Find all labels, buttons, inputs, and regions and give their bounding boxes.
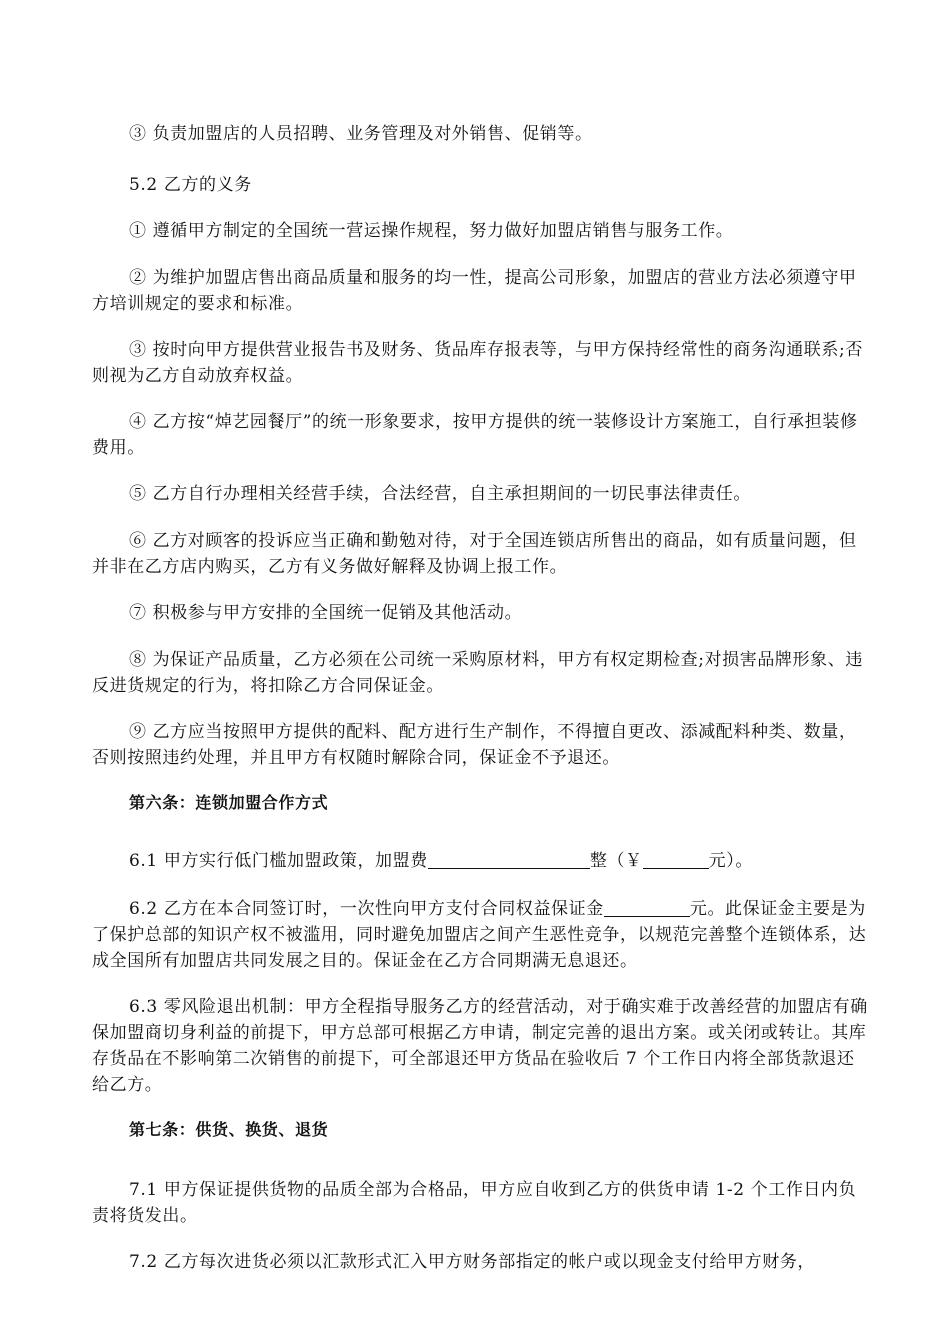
clause-5-2-item-3: ③ 按时向甲方提供营业报告书及财务、货品库存报表等，与甲方保持经常性的商务沟通联系;否则视为乙方自动放弃权益。 <box>92 340 863 386</box>
clause-6-2-rest: 元。此保证金主要是为了保护总部的知识产权不被滥用，同时避免加盟店之间产生恶性竞争，以规范完善整个连锁体系，达成全国所有加盟店共同发展之目的。保证金在乙方合同期满无息退还。 <box>92 899 867 971</box>
clause-5-2-item-9: ⑨ 乙方应当按照甲方提供的配料、配方进行生产制作，不得擅自更改、添减配料种类、数量，否则按照违约处理，并且甲方有权随时解除合同，保证金不予退还。 <box>92 722 857 768</box>
clause-5-2-item-5: ⑤ 乙方自行办理相关经营手续，合法经营，自主承担期间的一切民事法律责任。 <box>129 484 752 504</box>
clause-6-1-mid: 整（￥ <box>589 851 643 871</box>
clause-6-2 <box>92 896 872 974</box>
franchise-fee-amount-blank <box>643 850 709 869</box>
clause-6-1 <box>92 848 872 874</box>
article-6-heading: 第六条：连锁加盟合作方式 <box>129 793 329 812</box>
clause-5-2-item-7: ⑦ 积极参与甲方安排的全国统一促销及其他活动。 <box>129 603 523 623</box>
clause-5-2-item-4: ④ 乙方按“焯艺园餐厅”的统一形象要求，按甲方提供的统一装修设计方案施工，自行承担装修费用。 <box>92 412 858 458</box>
clause-7-2: 7.2 乙方每次进货必须以汇款形式汇入甲方财务部指定的帐户或以现金支付给甲方财务， <box>129 1252 816 1272</box>
clause-6-3: 6.3 零风险退出机制：甲方全程指导服务乙方的经营活动，对于确实难于改善经营的加盟店有确保加盟商切身利益的前提下，甲方总部可根据乙方申请，制定完善的退出方案。或关闭或转让。其库存货品在不影响第二次销售的前提下，可全部退还甲方货品在验收后 7 个工作日内将全部货款退还给乙方。 <box>92 997 868 1095</box>
article-7-heading: 第七条：供货、换货、退货 <box>129 1120 329 1139</box>
clause-5-2-item-1: ① 遵循甲方制定的全国统一营运操作规程，努力做好加盟店销售与服务工作。 <box>129 221 734 241</box>
clause-6-1-text: 6.1 甲方实行低门槛加盟政策，加盟费 <box>129 851 428 871</box>
section-5-2-heading: 5.2 乙方的义务 <box>129 175 252 195</box>
clause-5-1-item-3: ③ 负责加盟店的人员招聘、业务管理及对外销售、促销等。 <box>129 124 593 144</box>
clause-6-2-text: 6.2 乙方在本合同签订时，一次性向甲方支付合同权益保证金 <box>129 899 604 919</box>
clause-6-1-end: 元）。 <box>708 851 753 871</box>
clause-7-1: 7.1 甲方保证提供货物的品质全部为合格品，甲方应自收到乙方的供货申请 1-2 个工作日内负责将货发出。 <box>92 1180 857 1226</box>
clause-5-2-item-6: ⑥ 乙方对顾客的投诉应当正确和勤勉对待，对于全国连锁店所售出的商品，如有质量问题，但并非在乙方店内购买，乙方有义务做好解释及协调上报工作。 <box>92 531 857 577</box>
clause-5-2-item-8: ⑧ 为保证产品质量，乙方必须在公司统一采购原材料，甲方有权定期检查;对损害品牌形象、违反进货规定的行为，将扣除乙方合同保证金。 <box>92 650 863 696</box>
deposit-amount-blank <box>604 898 690 917</box>
clause-5-2-item-2: ② 为维护加盟店售出商品质量和服务的均一性，提高公司形象，加盟店的营业方法必须遵守甲方培训规定的要求和标准。 <box>92 268 857 314</box>
franchise-fee-blank <box>428 850 590 869</box>
